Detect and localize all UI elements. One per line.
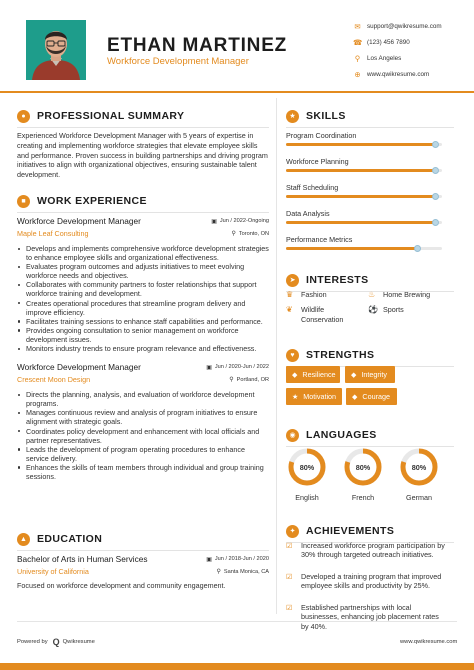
- degree-name: Bachelor of Arts in Human Services: [17, 554, 148, 564]
- interest-item: [368, 305, 404, 315]
- strengths-icon: ♥: [286, 349, 299, 362]
- skill-bar-track: [286, 195, 442, 198]
- achievement-text: Established partnerships with local businesses, enhancing job placement rates by 40%.: [301, 603, 439, 631]
- languages-icon: ◉: [286, 429, 299, 442]
- shield-icon: ◆: [292, 371, 298, 379]
- checkbox-icon: ☑: [286, 574, 293, 581]
- job-company: Crescent Moon Design: [17, 375, 91, 385]
- strengths-heading: STRENGTHS: [306, 349, 375, 361]
- list-item: Evaluates program outcomes and adjusts initiatives to meet evolving workforce needs and objectives.: [17, 262, 269, 280]
- skill-bar-fill: [286, 169, 436, 172]
- powered-by-label: Powered by: [17, 639, 48, 645]
- skill-name: Data Analysis: [286, 209, 330, 218]
- language-item: [342, 446, 384, 502]
- job-bullets: [17, 244, 269, 353]
- contact-website[interactable]: [353, 66, 471, 82]
- checkbox-icon: ☑: [286, 605, 293, 612]
- languages-heading: LANGUAGES: [306, 429, 377, 441]
- section-divider: [286, 127, 454, 128]
- job-location: Portland, OR: [236, 376, 269, 383]
- list-item: Monitors industry trends to ensure program relevance and effectiveness.: [17, 344, 269, 353]
- list-item: Coordinates policy development and enhancement with local officials and partner representatives.: [17, 427, 269, 445]
- globe-icon: ⊕: [354, 69, 361, 79]
- strength-badge: [286, 388, 342, 405]
- education-section: [17, 531, 269, 591]
- interests-heading: INTERESTS: [306, 274, 369, 286]
- list-item: Collaborates with community partners to foster relationships that support workforce training and development.: [17, 280, 269, 298]
- calendar-icon: ▣: [206, 364, 212, 371]
- shield-icon: ◆: [351, 371, 357, 379]
- skill-bar-track: [286, 221, 442, 224]
- star-icon: ★: [292, 393, 299, 401]
- achievements-heading: ACHIEVEMENTS: [306, 525, 395, 537]
- summary-heading: PROFESSIONAL SUMMARY: [37, 110, 185, 122]
- education-location: Santa Monica, CA: [223, 568, 269, 575]
- candidate-title: Workforce Development Manager: [107, 56, 249, 67]
- interests-icon: ➤: [286, 274, 299, 287]
- section-divider: [17, 212, 269, 213]
- job-role: Workforce Development Manager: [17, 216, 141, 226]
- language-item: [286, 446, 328, 502]
- sports-icon: ⚽: [368, 305, 378, 314]
- skill-bar-fill: [286, 221, 436, 224]
- list-item: Directs the planning, analysis, and evaluation of workforce development programs.: [17, 390, 269, 408]
- experience-section: [17, 193, 269, 481]
- job-dates: Jun / 2020-Jun / 2022: [214, 364, 269, 371]
- list-item: Facilitates training sessions to enhance staff capabilities and performance.: [17, 317, 269, 326]
- skill-item: [286, 131, 454, 157]
- footer-divider: [17, 621, 457, 622]
- calendar-icon: ▣: [206, 556, 212, 563]
- skill-item: [286, 183, 454, 209]
- candidate-name: ETHAN MARTINEZ: [107, 35, 288, 56]
- summary-section: [17, 108, 269, 180]
- achievements-section: [286, 523, 454, 543]
- education-dates: Jun / 2018-Jun / 2020: [214, 556, 269, 562]
- contact-email-text: support@qwikresume.com: [367, 22, 442, 30]
- footer-url[interactable]: www.qwikresume.com: [400, 639, 458, 645]
- list-item: Provides ongoing consultation to senior management on workforce development issues.: [17, 326, 269, 344]
- education-entry: [17, 554, 269, 591]
- skill-bar-fill: [286, 247, 417, 250]
- interest-item: [286, 290, 327, 300]
- location-pin-icon: ⚲: [216, 569, 221, 575]
- skill-item: [286, 157, 454, 183]
- language-name: German: [406, 493, 432, 502]
- skill-item: [286, 209, 454, 235]
- briefcase-icon: ■: [17, 195, 30, 208]
- summary-icon: ●: [17, 110, 30, 123]
- trophy-icon: ✦: [286, 525, 299, 538]
- list-item: Creates operational procedures that streamline program delivery and improve efficiency.: [17, 299, 269, 317]
- job-location: Toronto, ON: [238, 230, 269, 237]
- interest-item: [368, 290, 430, 300]
- skills-section: [286, 108, 454, 261]
- strength-badge: [286, 366, 340, 383]
- school-name: University of California: [17, 567, 89, 576]
- footer-accent-bar: [0, 663, 474, 670]
- skills-heading: SKILLS: [306, 110, 346, 122]
- location-icon: ⚲: [354, 53, 361, 63]
- column-divider: [276, 98, 277, 614]
- brand-name[interactable]: Qwikresume: [62, 639, 95, 645]
- skill-bar-track: [286, 169, 442, 172]
- list-item: Develops and implements comprehensive workforce development strategies to enhance employee skills and organizational effectiveness.: [17, 244, 269, 262]
- skill-bar-track: [286, 143, 442, 146]
- profile-photo: [26, 20, 86, 80]
- achievement-item: [286, 603, 446, 631]
- interest-label: Home Brewing: [383, 290, 431, 299]
- wildlife-icon: ❦: [286, 305, 293, 314]
- checkbox-icon: ☑: [286, 543, 293, 550]
- strength-label: Integrity: [361, 370, 387, 379]
- skill-bar-knob: [432, 193, 439, 200]
- header-divider: [0, 91, 474, 93]
- summary-text: Experienced Workforce Development Manager with 5 years of expertise in creating and implementing workforce strategies that elevate employee skills and performance. Proven success in building partnerships and driving program initiatives to align with organizational objectives, ensuring sustainable talent development.: [17, 131, 268, 180]
- interest-label: Fashion: [301, 290, 327, 299]
- language-ring: [398, 446, 440, 488]
- language-name: English: [295, 493, 319, 502]
- interest-item: [286, 305, 343, 324]
- qwikresume-logo-icon: Q: [52, 637, 60, 647]
- location-pin-icon: ⚲: [229, 377, 234, 384]
- contact-location-text: Los Angeles: [367, 54, 402, 62]
- section-divider: [17, 550, 269, 551]
- contact-location: [353, 50, 471, 66]
- home-brewing-icon: ♨: [368, 290, 376, 299]
- achievement-item: [286, 572, 446, 591]
- skill-bar-knob: [432, 219, 439, 226]
- language-ring: [342, 446, 384, 488]
- powered-by: [17, 637, 95, 647]
- strengths-section: [286, 347, 454, 367]
- interest-label: Sports: [383, 305, 404, 314]
- language-item: [398, 446, 440, 502]
- language-name: French: [351, 493, 375, 502]
- strength-badge: [345, 366, 395, 383]
- job-company: Maple Leaf Consulting: [17, 229, 89, 238]
- skill-bar-track: [286, 247, 442, 250]
- list-item: Enhances the skills of team members through individual and group training sessions.: [17, 463, 269, 481]
- graduation-cap-icon: ▲: [17, 533, 30, 546]
- job-bullets: [17, 390, 269, 481]
- job-dates: Jun / 2022-Ongoing: [219, 218, 269, 224]
- fashion-icon: ♛: [286, 290, 294, 299]
- skill-item: [286, 235, 454, 261]
- skill-bar-knob: [432, 167, 439, 174]
- strength-label: Courage: [362, 392, 390, 401]
- job-entry: [17, 216, 269, 353]
- job-entry: [17, 362, 269, 481]
- contact-email[interactable]: [353, 18, 471, 34]
- contact-website-text: www.qwikresume.com: [367, 70, 430, 78]
- contact-list: [353, 18, 471, 82]
- skill-bar-knob: [432, 141, 439, 148]
- phone-icon: ☎: [353, 37, 363, 47]
- skill-name: Workforce Planning: [286, 157, 349, 166]
- experience-heading: WORK EXPERIENCE: [37, 195, 147, 207]
- profile-avatar-icon: [26, 20, 86, 80]
- skills-icon: ★: [286, 110, 299, 123]
- list-item: Leads the development of program operating procedures to enhance service delivery.: [17, 445, 269, 463]
- email-icon: ✉: [354, 21, 361, 31]
- strength-label: Resilience: [302, 370, 336, 379]
- education-heading: EDUCATION: [37, 533, 103, 545]
- skill-name: Program Coordination: [286, 131, 357, 140]
- list-item: Manages continuous review and analysis of program initiatives to ensure alignment with strategic goals.: [17, 408, 269, 426]
- location-pin-icon: ⚲: [231, 231, 236, 237]
- languages-section: [286, 427, 454, 447]
- calendar-icon: ▣: [211, 218, 217, 225]
- education-description: Focused on workforce development and community engagement.: [17, 581, 226, 590]
- skill-name: Performance Metrics: [286, 235, 353, 244]
- skill-bar-fill: [286, 143, 436, 146]
- shield-icon: ◆: [352, 393, 358, 401]
- achievement-text: Increased workforce program participation by 30% through targeted outreach initiatives.: [301, 541, 445, 560]
- interests-section: [286, 272, 454, 292]
- achievement-item: [286, 541, 446, 560]
- strength-badge: [346, 388, 397, 405]
- contact-phone-text: (123) 456 7890: [367, 38, 410, 46]
- language-ring: [286, 446, 328, 488]
- language-percent: 80%: [355, 463, 371, 472]
- contact-phone[interactable]: [353, 34, 471, 50]
- skill-name: Staff Scheduling: [286, 183, 339, 192]
- section-divider: [17, 127, 269, 128]
- interest-label: Wildlife Conservation: [301, 305, 344, 324]
- achievement-text: Developed a training program that improved employee skills and productivity by 25%.: [301, 572, 442, 591]
- skill-bar-fill: [286, 195, 436, 198]
- strength-label: Motivation: [303, 392, 337, 401]
- language-percent: 80%: [411, 463, 427, 472]
- skill-bar-knob: [414, 245, 421, 252]
- language-percent: 80%: [299, 463, 315, 472]
- skills-list: [286, 131, 454, 261]
- job-role: Workforce Development Manager: [17, 362, 141, 373]
